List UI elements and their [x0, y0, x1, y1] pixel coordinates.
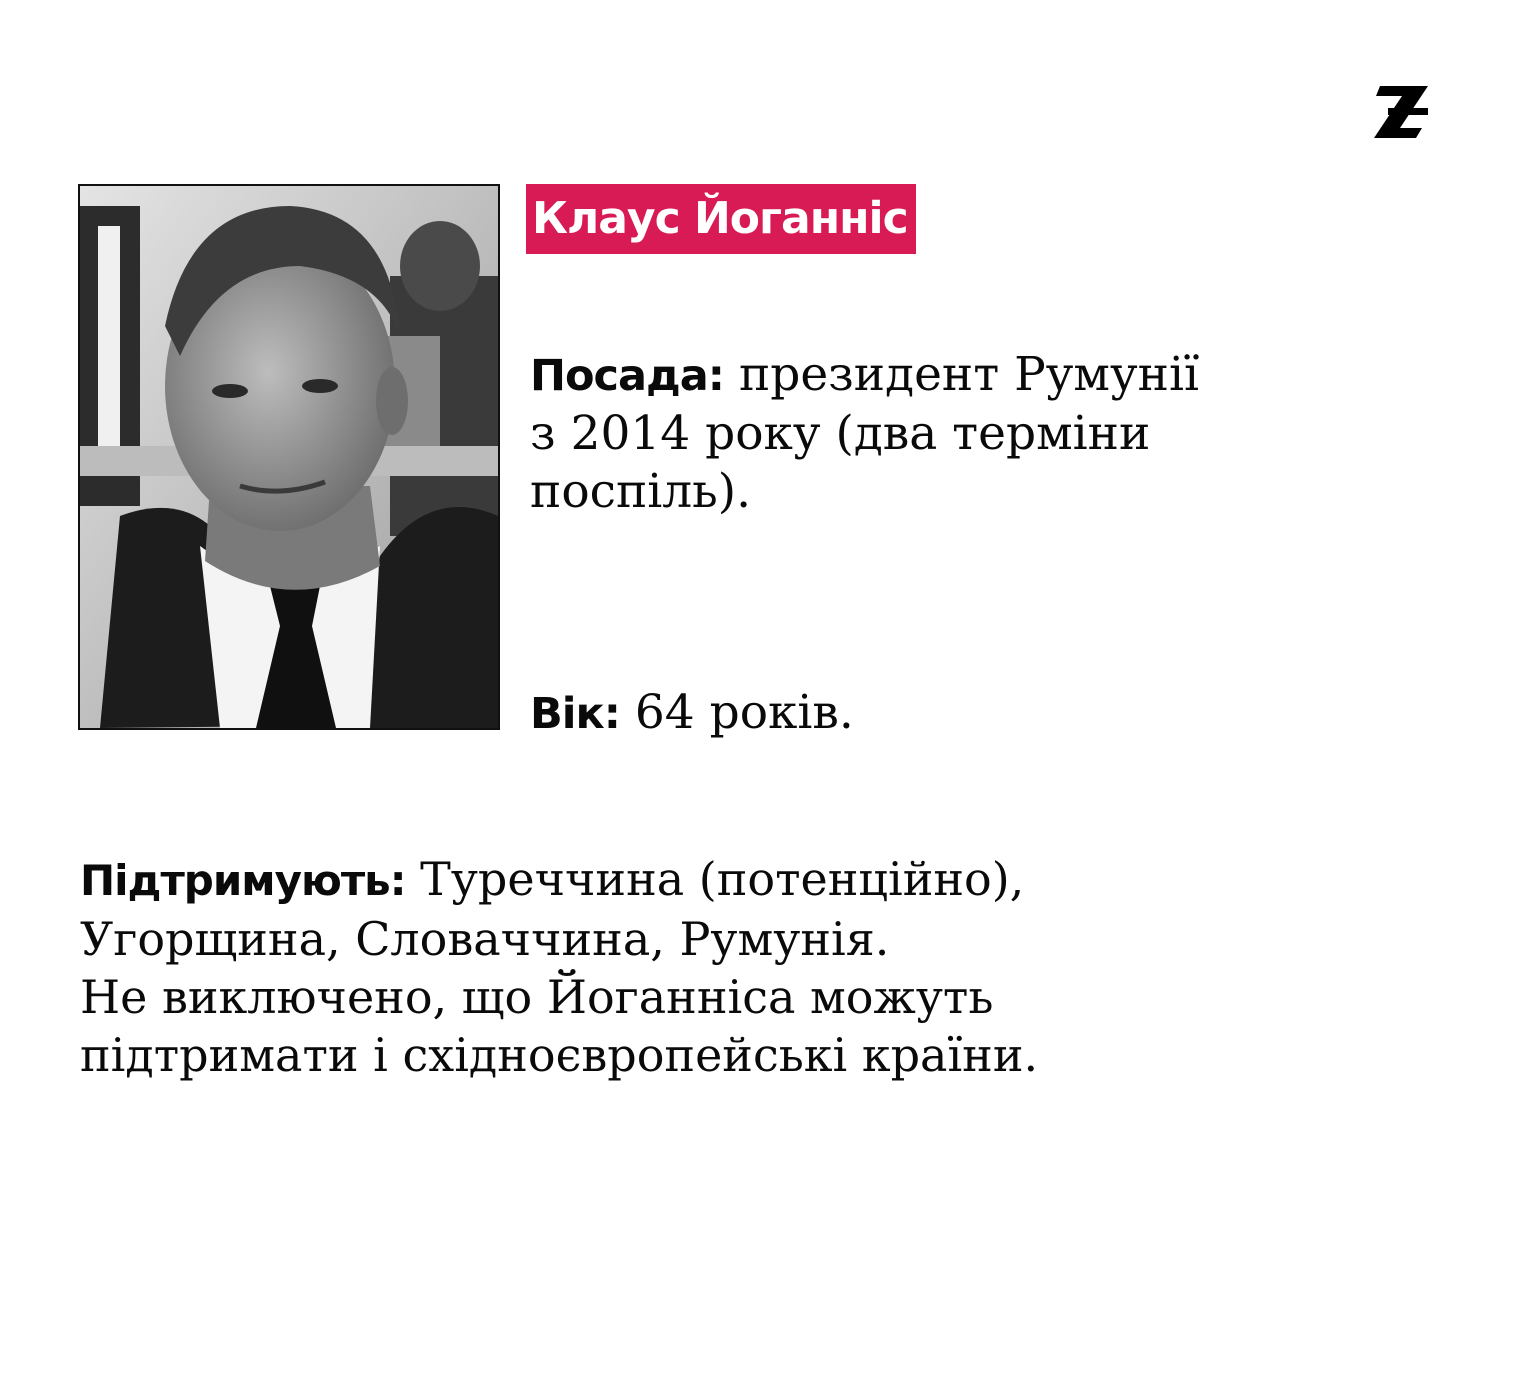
- position-line-1: [530, 346, 1199, 405]
- position-text-2: з 2014 року (два терміни: [530, 406, 1151, 461]
- person-name-tag: Клаус Йоганніс: [526, 184, 916, 254]
- age-info: [530, 684, 854, 743]
- brand-logo-icon: [1370, 72, 1434, 144]
- position-text-3: поспіль).: [530, 464, 752, 519]
- age-label: Вік:: [530, 689, 620, 739]
- supporters-line-1: [80, 850, 1038, 910]
- supporters-text-4: підтримати і східноєвропейські країни.: [80, 1028, 1039, 1082]
- supporters-info: [80, 850, 1038, 1084]
- supporters-text-3: Не виключено, що Йоганніса можуть: [80, 970, 994, 1024]
- position-info: [530, 346, 1199, 521]
- position-label: Посада:: [530, 351, 724, 401]
- position-text-1: президент Румунії: [738, 347, 1200, 402]
- age-value: 64 років.: [634, 685, 854, 740]
- supporters-text-2: Угорщина, Словаччина, Румунія.: [80, 912, 890, 966]
- portrait-photo: [78, 184, 500, 730]
- supporters-text-1: Туреччина (потенційно),: [420, 852, 1025, 906]
- supporters-label: Підтримують:: [80, 856, 406, 905]
